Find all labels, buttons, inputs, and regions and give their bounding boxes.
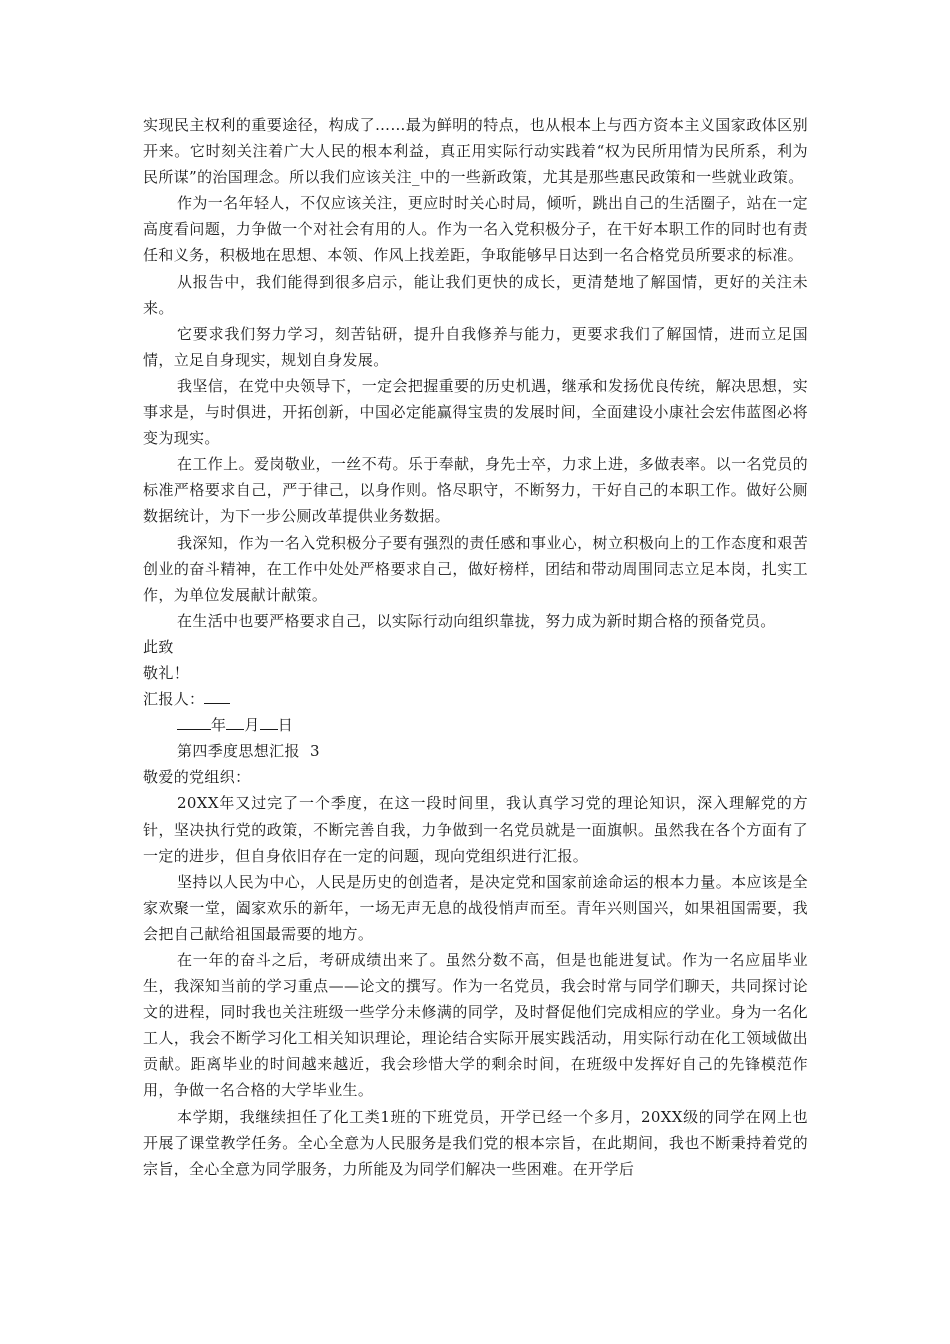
month-blank — [226, 715, 244, 730]
day-label: 日 — [277, 716, 294, 735]
year-label: 年 — [211, 716, 227, 735]
paragraph: 在生活中也要严格要求自己，以实际行动向组织靠拢，努力成为新时期合格的预备党员。 — [177, 611, 776, 630]
paragraph: 作为一名年轻人，不仅应该关注，更应时时关心时局，倾听，跳出自己的生活圈子，站在一定高度看问题，力争做一个对社会有用的人。作为一名入党积极分子，在干好本职工作的同时也有责任和义务，积极地在思想、本领、作风上找差距，争取能够早日达到一名合格党员所要求的标准。 — [143, 194, 808, 265]
paragraph: 在一年的奋斗之后，考研成绩出来了。虽然分数不高，但是也能进复试。作为一名应届毕业生，我深知当前的学习重点——论文的撰写。作为一名党员，我会时常与同学们聊天，共同探讨论文的进程，同时我也关注班级一些学分未修满的同学，及时督促他们完成相应的学业。身为一名化工人，我会不断学习化工相关知识理论，理论结合实际开展实践活动，用实际行动在化工领域做出贡献。距离毕业的时间越来越近，我会珍惜大学的剩余时间，在班级中发挥好自己的先锋模范作用，争做一名合格的大学毕业生。 — [143, 951, 808, 1100]
paragraph: 在工作上。爱岗敬业，一丝不苟。乐于奉献，身先士卒，力求上进，多做表率。以一名党员的标准严格要求自己，严于律己，以身作则。恪尽职守，不断努力，干好自己的本职工作。做好公厕数据统计，为下一步公厕改革提供业务数据。 — [143, 455, 808, 526]
paragraph: 本学期，我继续担任了化工类1班的下班党员，开学已经一个多月，20XX级的同学在网上也开展了课堂教学任务。全心全意为人民服务是我们党的根本宗旨，在此期间，我也不断秉持着党的宗旨，全心全意为同学服务，力所能及为同学们解决一些困难。在开学后 — [143, 1107, 808, 1178]
date-line — [143, 712, 808, 738]
document-body — [143, 112, 808, 1182]
paragraph: 实现民主权利的重要途径，构成了……最为鲜明的特点，也从根本上与西方资本主义国家政体区别开来。它时刻关注着广大人民的根本利益，真正用实际行动实践着“权为民所用情为民所系，利为民所谋”的治国理念。所以我们应该关注_中的一些新政策，尤其是那些惠民政策和一些就业政策。 — [143, 116, 808, 187]
month-label: 月 — [244, 716, 260, 735]
paragraph: 从报告中，我们能得到很多启示，能让我们更快的成长，更清楚地了解国情，更好的关注未来。 — [143, 272, 808, 317]
year-blank — [177, 715, 211, 730]
paragraph: 它要求我们努力学习，刻苦钻研，提升自我修养与能力，更要求我们了解国情，进而立足国情，立足自身现实，规划自身发展。 — [143, 324, 808, 369]
paragraph: 20XX年又过完了一个季度，在这一段时间里，我认真学习党的理论知识，深入理解党的方针，坚决执行党的政策，不断完善自我，力争做到一名党员就是一面旗帜。虽然我在各个方面有了一定的进步，但自身依旧存在一定的问题，现向党组织进行汇报。 — [143, 794, 808, 865]
closing-line-1: 此致 — [143, 637, 174, 656]
reporter-blank — [204, 689, 230, 704]
paragraph: 坚持以人民为中心，人民是历史的创造者，是决定党和国家前途命运的根本力量。本应该是全家欢聚一堂，阖家欢乐的新年，一场无声无息的战役悄声而至。青年兴则国兴，如果祖国需要，我会把自己献给祖国最需要的地方。 — [143, 872, 808, 943]
paragraph: 我坚信，在党中央领导下，一定会把握重要的历史机遇，继承和发扬优良传统，解决思想，实事求是，与时俱进，开拓创新，中国必定能赢得宝贵的发展时间，全面建设小康社会宏伟蓝图必将变为现实。 — [143, 376, 808, 448]
section-title: 第四季度思想汇报 3 — [177, 742, 320, 761]
closing-line-2: 敬礼！ — [143, 663, 190, 682]
salutation: 敬爱的党组织： — [143, 768, 251, 787]
paragraph: 我深知，作为一名入党积极分子要有强烈的责任感和事业心，树立积极向上的工作态度和艰苦创业的奋斗精神，在工作中处处严格要求自己，做好榜样，团结和带动周围同志立足本岗，扎实工作，为单位发展献计献策。 — [143, 533, 808, 604]
reporter-label: 汇报人： — [143, 690, 205, 709]
day-blank — [260, 715, 278, 730]
reporter-line — [143, 686, 808, 712]
